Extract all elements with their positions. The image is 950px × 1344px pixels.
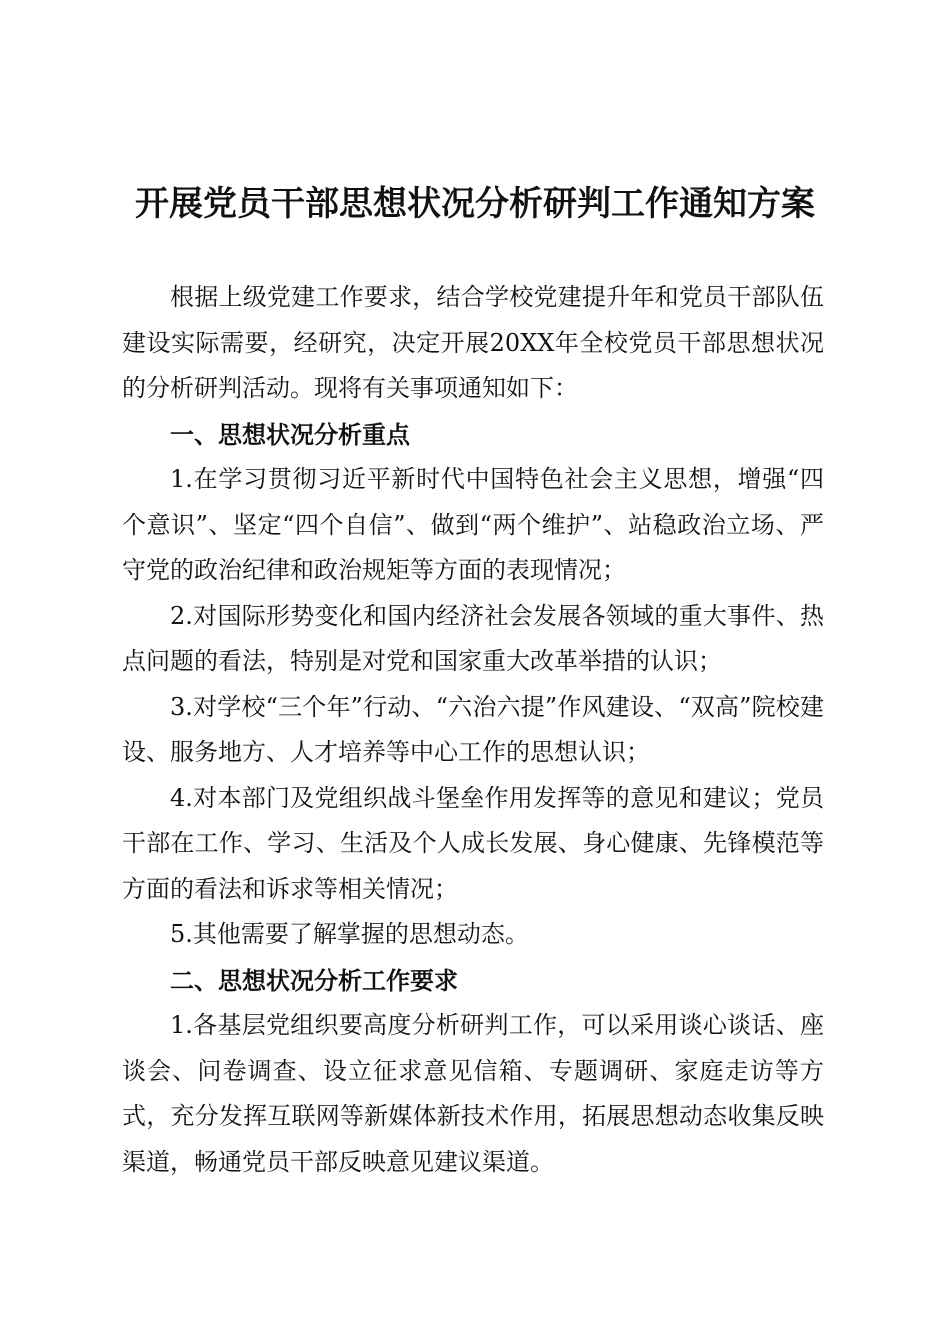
section-heading-2: 二、思想状况分析工作要求 — [170, 965, 458, 995]
list-item: 3.对学校“三个年”行动、“六治六提”作风建设、“双高”院校建设、服务地方、人才培养等中心工作的思想认识； — [122, 692, 824, 766]
section-heading-1: 一、思想状况分析重点 — [170, 419, 410, 449]
list-item: 1.各基层党组织要高度分析研判工作，可以采用谈心谈话、座谈会、问卷调查、设立征求意见信箱、专题调研、家庭走访等方式，充分发挥互联网等新媒体新技术作用，拓展思想动态收集反映渠道，畅通党员干部反映意见建议渠道。 — [122, 1011, 824, 1176]
list-item: 2.对国际形势变化和国内经济社会发展各领域的重大事件、热点问题的看法，特别是对党和国家重大改革举措的认识； — [122, 601, 824, 675]
intro-paragraph: 根据上级党建工作要求，结合学校党建提升年和党员干部队伍建设实际需要，经研究，决定开展20XX年全校党员干部思想状况的分析研判活动。现将有关事项通知如下： — [122, 283, 824, 402]
document-title: 开展党员干部思想状况分析研判工作通知方案 — [135, 184, 815, 224]
list-item: 1.在学习贯彻习近平新时代中国特色社会主义思想，增强“四个意识”、坚定“四个自信”、做到“两个维护”、站稳政治立场、严守党的政治纪律和政治规矩等方面的表现情况； — [122, 465, 824, 584]
document-body — [122, 275, 824, 1185]
list-item: 5.其他需要了解掌握的思想动态。 — [170, 920, 529, 948]
list-item: 4.对本部门及党组织战斗堡垒作用发挥等的意见和建议；党员干部在工作、学习、生活及个人成长发展、身心健康、先锋模范等方面的看法和诉求等相关情况； — [122, 783, 824, 903]
